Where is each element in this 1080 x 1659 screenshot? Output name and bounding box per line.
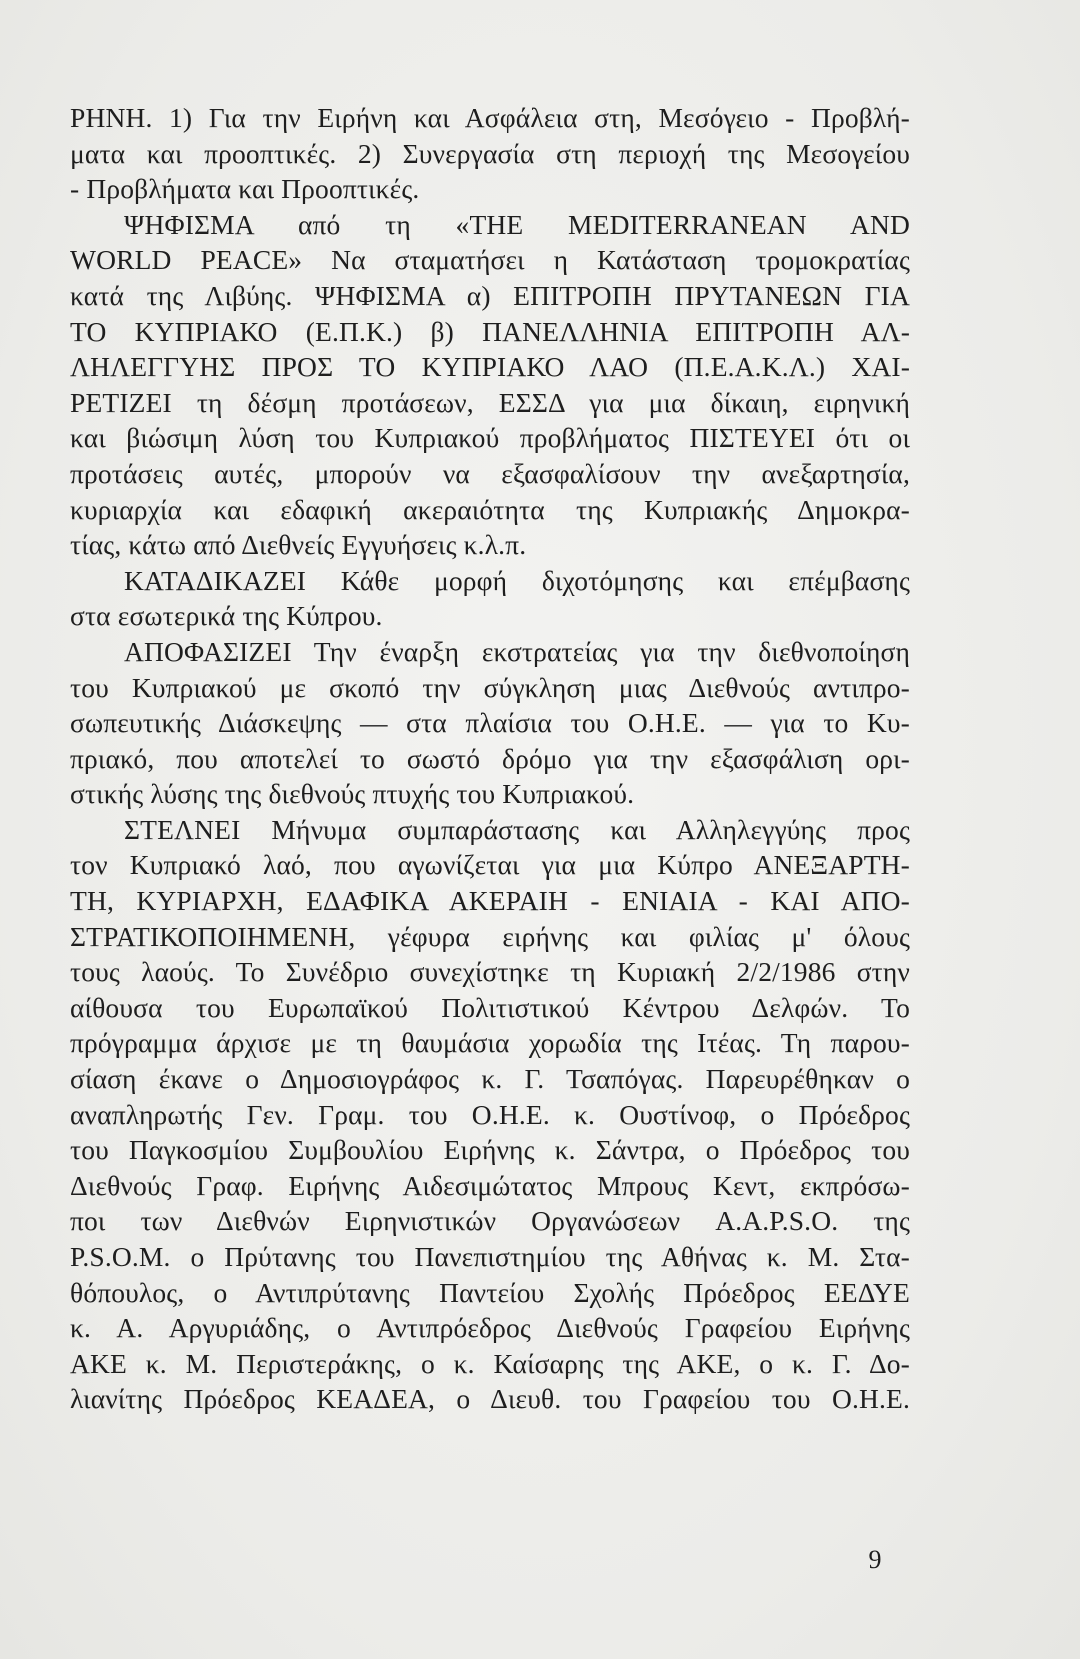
text-line: πριακό, που αποτελεί το σωστό δρόμο για την εξασφάλιση ορι- xyxy=(70,742,910,774)
text-line: αίθουσα του Ευρωπαϊκού Πολιτιστικού Κέντρου Δελφών. Το xyxy=(70,991,910,1023)
text-line: κατά της Λιβύης. ΨΗΦΙΣΜΑ α) ΕΠΙΤΡΟΠΗ ΠΡΥΤΑΝΕΩΝ ΓΙΑ xyxy=(70,279,910,311)
text-line: σωπευτικής Διάσκεψης — στα πλαίσια του Ο.Η.Ε. — για το Κυ- xyxy=(70,707,910,739)
text-line: τον Κυπριακό λαό, που αγωνίζεται για μια Κύπρο ΑΝΕΞΑΡΤΗ- xyxy=(70,849,910,881)
text-line: ΡΗΝΗ. 1) Για την Ειρήνη και Ασφάλεια στη, Μεσόγειο - Προβλή- xyxy=(70,102,910,133)
text-line: P.S.O.M. ο Πρύτανης του Πανεπιστημίου της Αθήνας κ. Μ. Στα- xyxy=(70,1241,910,1272)
text-line: του Παγκοσμίου Συμβουλίου Ειρήνης κ. Σάντρα, ο Πρόεδρος του xyxy=(70,1134,910,1166)
text-line: Διεθνούς Γραφ. Ειρήνης Αιδεσιμώτατος Μπρους Κεντ, εκπρόσω- xyxy=(70,1169,910,1201)
text-line: αναπληρωτής Γεν. Γραμ. του Ο.Η.Ε. κ. Ουστίνοφ, ο Πρόεδρος xyxy=(70,1098,910,1130)
text-line: στικής λύσης της διεθνούς πτυχής του Κυπριακού. xyxy=(70,778,635,810)
text-line: στα εσωτερικά της Κύπρου. xyxy=(70,600,383,632)
text-line: και βιώσιμη λύση του Κυπριακού προβλήματος ΠΙΣΤΕΥΕΙ ότι οι xyxy=(70,422,910,454)
text-line: ΤΗ, ΚΥΡΙΑΡΧΗ, ΕΔΑΦΙΚΑ ΑΚΕΡΑΙΗ - ΕΝΙΑΙΑ - ΚΑΙ ΑΠΟ- xyxy=(70,885,910,917)
text-line: του Κυπριακού με σκοπό την σύγκληση μιας Διεθνούς αντιπρο- xyxy=(70,671,910,703)
text-line: λιανίτης Πρόεδρος ΚΕΑΔΕΑ, ο Διευθ. του Γραφείου του Ο.Η.Ε. xyxy=(70,1383,910,1415)
text-line: τους λαούς. Το Συνέδριο συνεχίστηκε τη Κυριακή 2/2/1986 στην xyxy=(70,956,910,988)
body-text xyxy=(70,100,910,1417)
text-line: ποι των Διεθνών Ειρηνιστικών Οργανώσεων A.A.P.S.O. της xyxy=(70,1205,910,1237)
text-line: ΣΤΕΛΝΕΙ Μήνυμα συμπαράστασης και Αλληλεγγύης προς xyxy=(124,813,910,845)
text-line: κυριαρχία και εδαφική ακεραιότητα της Κυπριακής Δημοκρα- xyxy=(70,493,910,525)
text-line: ΣΤΡΑΤΙΚΟΠΟΙΗΜΕΝΗ, γέφυρα ειρήνης και φιλίας μ' όλους xyxy=(70,920,910,952)
text-line: ΛΗΛΕΓΓΥΗΣ ΠΡΟΣ ΤΟ ΚΥΠΡΙΑΚΟ ΛΑΟ (Π.Ε.Α.Κ.Λ.) ΧΑΙ- xyxy=(70,351,910,383)
text-line: ΑΚΕ κ. Μ. Περιστεράκης, ο κ. Καίσαρης της ΑΚΕ, ο κ. Γ. Δο- xyxy=(70,1347,910,1379)
text-line: WORLD PEACE» Να σταματήσει η Κατάσταση τρομοκρατίας xyxy=(70,244,910,276)
text-line: ΚΑΤΑΔΙΚΑΖΕΙ Κάθε μορφή διχοτόμησης και επέμβασης xyxy=(124,564,910,596)
text-line: ΑΠΟΦΑΣΙΖΕΙ Την έναρξη εκστρατείας για την διεθνοποίηση xyxy=(124,635,910,667)
text-line: τίας, κάτω από Διεθνείς Εγγυήσεις κ.λ.π. xyxy=(70,529,527,561)
text-line: κ. Α. Αργυριάδης, ο Αντιπρόεδρος Διεθνούς Γραφείου Ειρήνης xyxy=(70,1312,910,1344)
text-line: προτάσεις αυτές, μπορούν να εξασφαλίσουν την ανεξαρτησία, xyxy=(70,457,910,489)
text-line: ματα και προοπτικές. 2) Συνεργασία στη περιοχή της Μεσογείου xyxy=(70,137,910,169)
page-number: 9 xyxy=(868,1545,882,1574)
text-line: ΨΗΦΙΣΜΑ από τη «THE MEDITERRANEAN AND xyxy=(124,208,910,240)
text-line: θόπουλος, ο Αντιπρύτανης Παντείου Σχολής Πρόεδρος ΕΕΔΥΕ xyxy=(70,1276,910,1308)
text-line: ΡΕΤΙΖΕΙ τη δέσμη προτάσεων, ΕΣΣΔ για μια δίκαιη, ειρηνική xyxy=(70,386,910,418)
text-line: σίαση έκανε ο Δημοσιογράφος κ. Γ. Τσαπόγας. Παρευρέθηκαν ο xyxy=(70,1063,910,1095)
text-line: - Προβλήματα και Προοπτικές. xyxy=(70,173,420,205)
text-line: ΤΟ ΚΥΠΡΙΑΚΟ (Ε.Π.Κ.) β) ΠΑΝΕΛΛΗΝΙΑ ΕΠΙΤΡΟΠΗ ΑΛ- xyxy=(70,315,910,347)
text-line: πρόγραμμα άρχισε με τη θαυμάσια χορωδία της Ιτέας. Τη παρου- xyxy=(70,1027,910,1059)
